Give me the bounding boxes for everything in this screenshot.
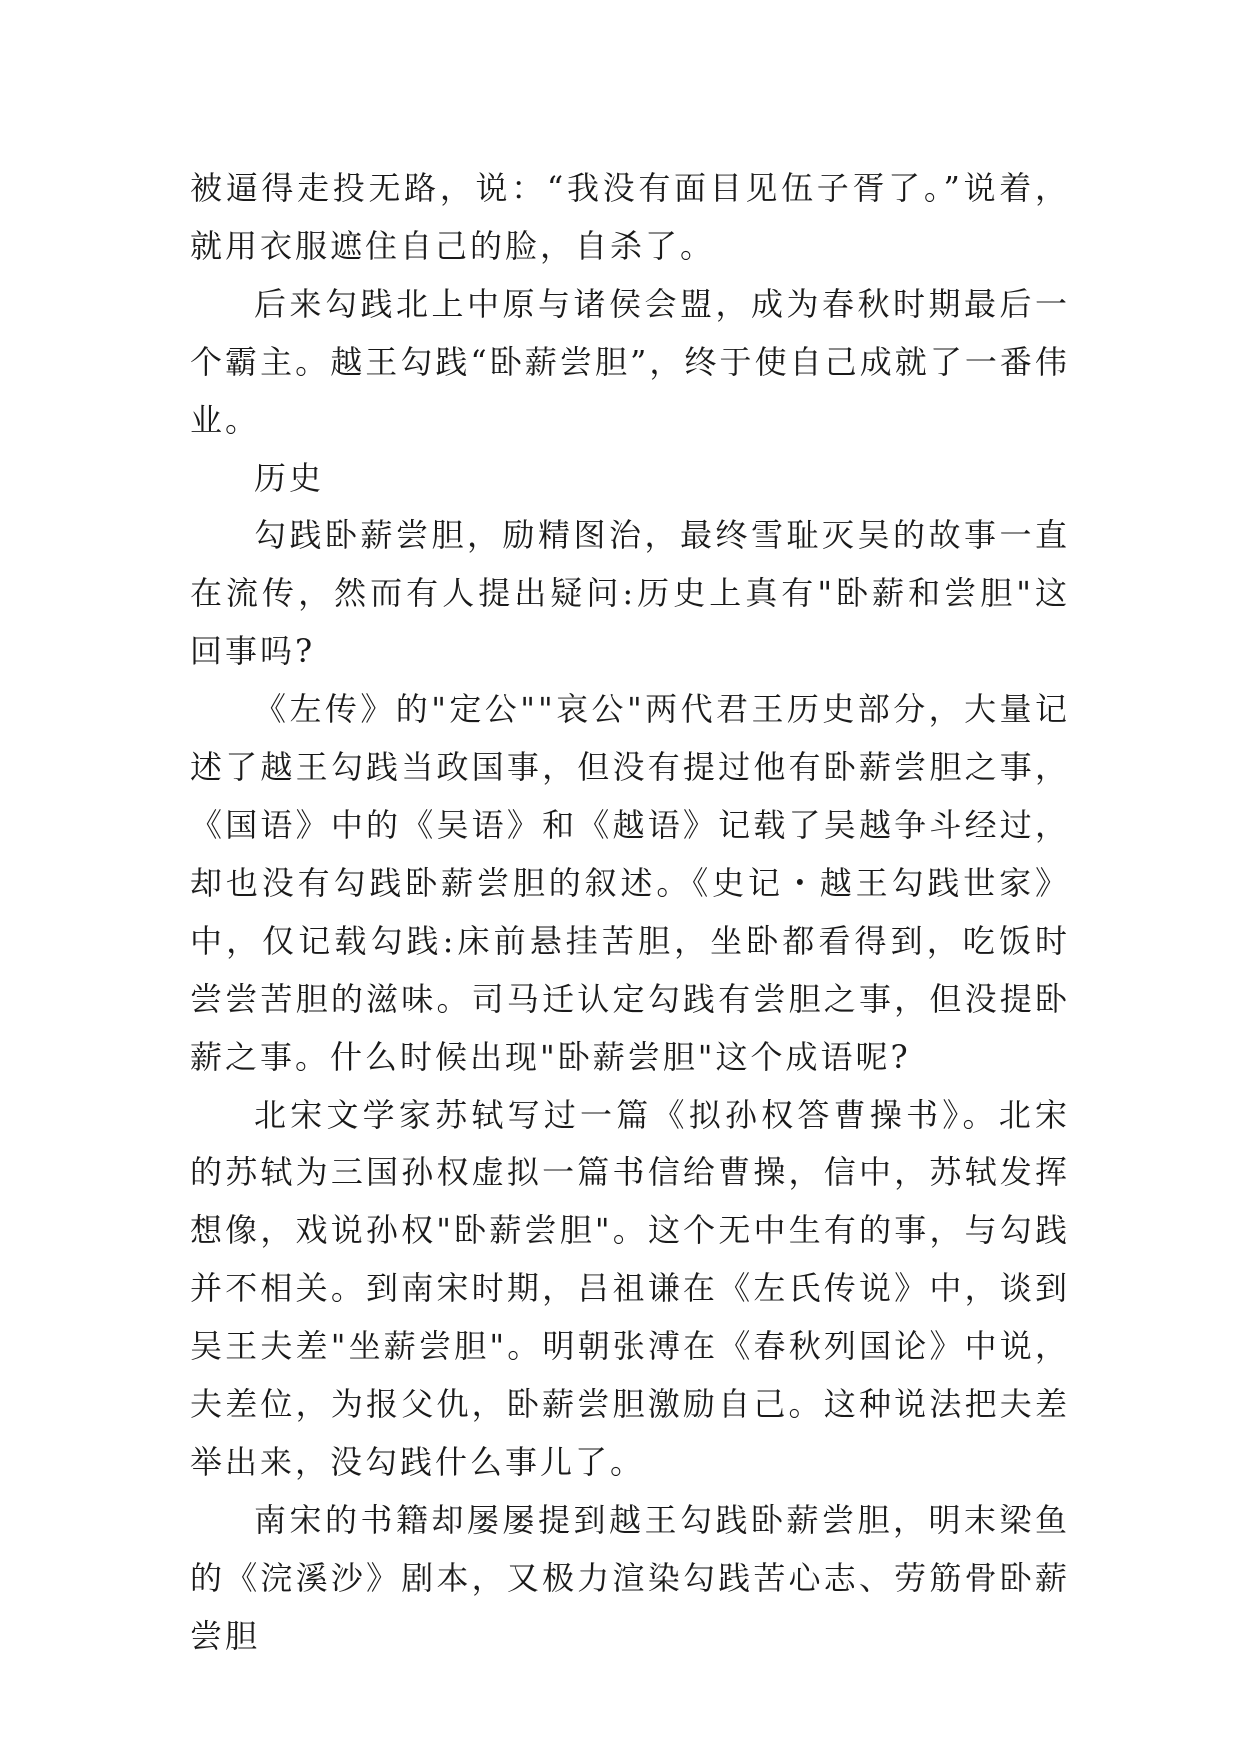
- body-text: [190, 160, 1070, 1666]
- paragraph-continuation: 被逼得走投无路，说：“我没有面目见伍子胥了。”说着，就用衣服遮住自己的脸，自杀了。: [190, 169, 1070, 265]
- paragraph-hegemon: 后来勾践北上中原与诸侯会盟，成为春秋时期最后一个霸主。越王勾践“卧薪尝胆”，终于使自己成就了一番伟业。: [190, 284, 1070, 439]
- paragraph-zuozhuan: 《左传》的"定公""哀公"两代君王历史部分，大量记述了越王勾践当政国事，但没有提过他有卧薪尝胆之事，《国语》中的《吴语》和《越语》记载了吴越争斗经过，却也没有勾践卧薪尝胆的叙述。《史记・越王勾践世家》中，仅记载勾践:床前悬挂苦胆，坐卧都看得到，吃饭时尝尝苦胆的滋味。司马迁认定勾践有尝胆之事，但没提卧薪之事。什么时候出现"卧薪尝胆"这个成语呢?: [190, 690, 1070, 1076]
- paragraph-sushi: 北宋文学家苏轼写过一篇《拟孙权答曹操书》。北宋的苏轼为三国孙权虚拟一篇书信给曹操，信中，苏轼发挥想像，戏说孙权"卧薪尝胆"。这个无中生有的事，与勾践并不相关。到南宋时期，吕祖谦在《左氏传说》中，谈到吴王夫差"坐薪尝胆"。明朝张溥在《春秋列国论》中说，夫差位，为报父仇，卧薪尝胆激励自己。这种说法把夫差举出来，没勾践什么事儿了。: [190, 1095, 1070, 1481]
- paragraph-southern-song: 南宋的书籍却屡屡提到越王勾践卧薪尝胆，明末梁鱼的《浣溪沙》剧本，又极力渲染勾践苦心志、劳筋骨卧薪尝胆: [190, 1500, 1070, 1655]
- section-heading-history: 历史: [254, 458, 325, 497]
- paragraph-question: 勾践卧薪尝胆，励精图治，最终雪耻灭吴的故事一直在流传，然而有人提出疑问:历史上真有"卧薪和尝胆"这回事吗?: [190, 516, 1070, 671]
